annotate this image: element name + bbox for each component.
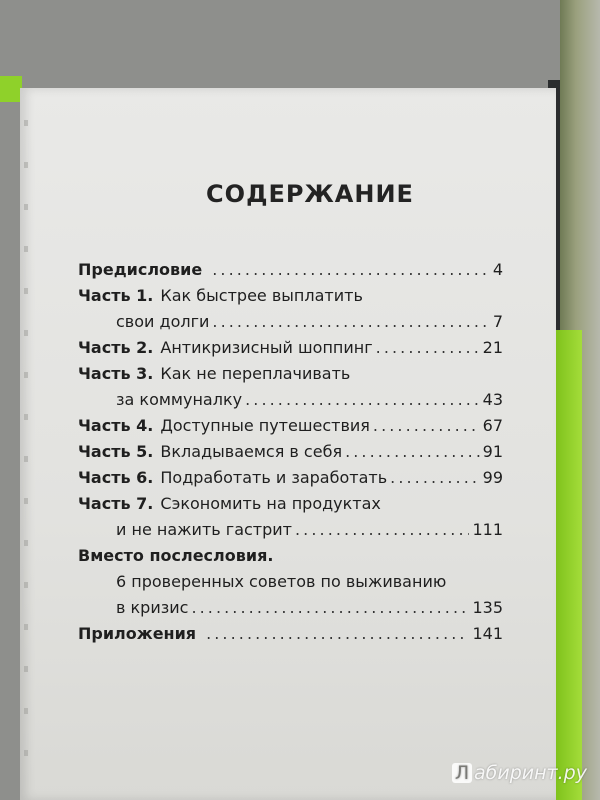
toc-title: Антикризисный шоппинг	[160, 338, 373, 357]
toc-leader	[390, 468, 480, 487]
toc-page-number: 67	[482, 416, 503, 435]
toc-title: Доступные путешествия	[160, 416, 370, 435]
toc-leader	[376, 338, 480, 357]
toc-leader	[212, 260, 490, 279]
toc-entry-part7-cont	[116, 520, 503, 544]
toc-title-cont: в кризис	[116, 598, 189, 617]
toc-entry-preface	[78, 260, 503, 284]
toc-label: Часть 1.	[78, 286, 154, 305]
toc-leader	[345, 442, 480, 461]
toc-label: Часть 4.	[78, 416, 154, 435]
toc-entry-appendix	[78, 624, 503, 648]
toc-title: Подработать и заработать	[160, 468, 388, 487]
toc-entry-part3-cont	[116, 390, 503, 414]
toc-page-number: 135	[472, 598, 503, 617]
toc-page-number: 4	[492, 260, 503, 279]
toc-title-cont: за коммуналку	[116, 390, 243, 409]
toc-label: Часть 5.	[78, 442, 154, 461]
toc-leader	[373, 416, 480, 435]
watermark-text: абиринт.ру	[474, 762, 587, 784]
toc-title: Сэкономить на продуктах	[160, 494, 381, 513]
toc-label: Предисловие	[78, 260, 203, 279]
page-stitching	[24, 120, 28, 760]
toc-page-number: 141	[472, 624, 503, 643]
toc-entry-afterword-cont	[116, 598, 503, 622]
toc-label: Вместо послесловия.	[78, 546, 274, 565]
toc-page-number: 7	[492, 312, 503, 331]
toc-leader	[191, 598, 469, 617]
toc-page-number: 21	[482, 338, 503, 357]
toc-entry-part1	[78, 286, 503, 310]
toc-entry-part4	[78, 416, 503, 440]
labirint-watermark	[452, 762, 587, 784]
toc-label: Часть 7.	[78, 494, 154, 513]
toc-title: Как не переплачивать	[160, 364, 351, 383]
toc-entry-part1-cont	[116, 312, 503, 336]
book-cover-green	[556, 330, 582, 800]
book-cover-corner	[0, 76, 22, 102]
toc-title: Вкладываемся в себя	[160, 442, 343, 461]
toc-page-number: 99	[482, 468, 503, 487]
toc-entry-afterword	[78, 546, 503, 570]
toc-entry-part6	[78, 468, 503, 492]
toc-label: Часть 3.	[78, 364, 154, 383]
toc-page-number: 43	[482, 390, 503, 409]
toc-entry-part2	[78, 338, 503, 362]
page-title: СОДЕРЖАНИЕ	[206, 180, 414, 208]
toc-label: Часть 2.	[78, 338, 154, 357]
toc-leader	[295, 520, 469, 539]
toc-entry-part3	[78, 364, 503, 388]
toc-title: Как быстрее выплатить	[160, 286, 363, 305]
toc-entry-part5	[78, 442, 503, 466]
toc-title: 6 проверенных советов по выживанию	[116, 572, 447, 591]
toc-leader	[245, 390, 480, 409]
labirint-logo-icon: Л	[452, 763, 472, 783]
toc-leader	[212, 312, 489, 331]
toc-leader	[206, 624, 469, 643]
toc-entry-part7	[78, 494, 503, 518]
toc-label: Часть 6.	[78, 468, 154, 487]
toc-page-number: 111	[472, 520, 503, 539]
toc-page-number: 91	[482, 442, 503, 461]
toc-label: Приложения	[78, 624, 197, 643]
toc-entry-afterword-title	[116, 572, 503, 596]
toc-title-cont: свои долги	[116, 312, 210, 331]
toc-title-cont: и не нажить гастрит	[116, 520, 292, 539]
